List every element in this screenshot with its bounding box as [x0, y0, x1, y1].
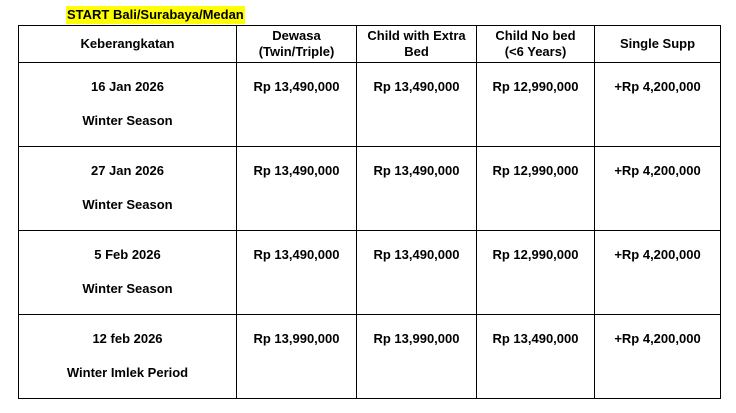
single-supp-price: +Rp 4,200,000 [614, 331, 701, 346]
child-extra-price-cell [357, 231, 477, 315]
header-adult [237, 26, 357, 63]
header-adult-line1: Dewasa [272, 28, 321, 43]
child-extra-price-cell [357, 147, 477, 231]
child-extra-price: Rp 13,490,000 [373, 163, 460, 178]
table-row [19, 315, 721, 399]
single-supp-price-cell [595, 147, 721, 231]
table-row [19, 147, 721, 231]
table-title: START Bali/Surabaya/Medan [67, 7, 244, 22]
departure-date: 5 Feb 2026 [94, 247, 161, 262]
child-nobed-price-cell [477, 147, 595, 231]
adult-price: Rp 13,490,000 [253, 79, 340, 94]
adult-price-cell [237, 315, 357, 399]
child-nobed-price-cell [477, 63, 595, 147]
adult-price: Rp 13,490,000 [253, 247, 340, 262]
departure-date: 27 Jan 2026 [90, 163, 164, 178]
child-nobed-price: Rp 12,990,000 [492, 163, 579, 178]
single-supp-price-cell [595, 315, 721, 399]
header-child-extra-line2: Bed [404, 44, 429, 59]
header-child-extra-line1: Child with Extra [367, 28, 466, 43]
departure-date: 16 Jan 2026 [90, 79, 164, 94]
season-label: Winter Season [82, 281, 173, 296]
adult-price: Rp 13,490,000 [253, 163, 340, 178]
header-child-no-bed [477, 26, 595, 63]
departure-cell [19, 147, 237, 231]
departure-cell [19, 315, 237, 399]
adult-price-cell [237, 147, 357, 231]
adult-price: Rp 13,990,000 [253, 331, 340, 346]
single-supp-price-cell [595, 231, 721, 315]
single-supp-price-cell [595, 63, 721, 147]
child-extra-price-cell [357, 315, 477, 399]
table-row [19, 63, 721, 147]
header-single-supp [595, 26, 721, 63]
header-single-supp-label: Single Supp [619, 36, 696, 51]
header-row [19, 26, 721, 63]
departure-cell [19, 63, 237, 147]
departure-date: 12 feb 2026 [92, 331, 163, 346]
header-departure-label: Keberangkatan [80, 36, 175, 51]
single-supp-price: +Rp 4,200,000 [614, 79, 701, 94]
single-supp-price: +Rp 4,200,000 [614, 163, 701, 178]
child-nobed-price: Rp 12,990,000 [492, 247, 579, 262]
departure-cell [19, 231, 237, 315]
header-child-nobed-line1: Child No bed [495, 28, 576, 43]
adult-price-cell [237, 231, 357, 315]
header-adult-line2: (Twin/Triple) [258, 44, 335, 59]
table-row [19, 231, 721, 315]
header-child-extra-bed [357, 26, 477, 63]
child-extra-price: Rp 13,990,000 [373, 331, 460, 346]
season-label: Winter Season [82, 113, 173, 128]
header-child-nobed-line2: (<6 Years) [504, 44, 567, 59]
child-nobed-price-cell [477, 231, 595, 315]
header-departure [19, 26, 237, 63]
price-table [18, 25, 721, 399]
child-nobed-price-cell [477, 315, 595, 399]
child-extra-price: Rp 13,490,000 [373, 79, 460, 94]
child-extra-price: Rp 13,490,000 [373, 247, 460, 262]
child-nobed-price: Rp 13,490,000 [492, 331, 579, 346]
season-label: Winter Season [82, 197, 173, 212]
adult-price-cell [237, 63, 357, 147]
single-supp-price: +Rp 4,200,000 [614, 247, 701, 262]
child-extra-price-cell [357, 63, 477, 147]
season-label: Winter Imlek Period [66, 365, 189, 380]
child-nobed-price: Rp 12,990,000 [492, 79, 579, 94]
